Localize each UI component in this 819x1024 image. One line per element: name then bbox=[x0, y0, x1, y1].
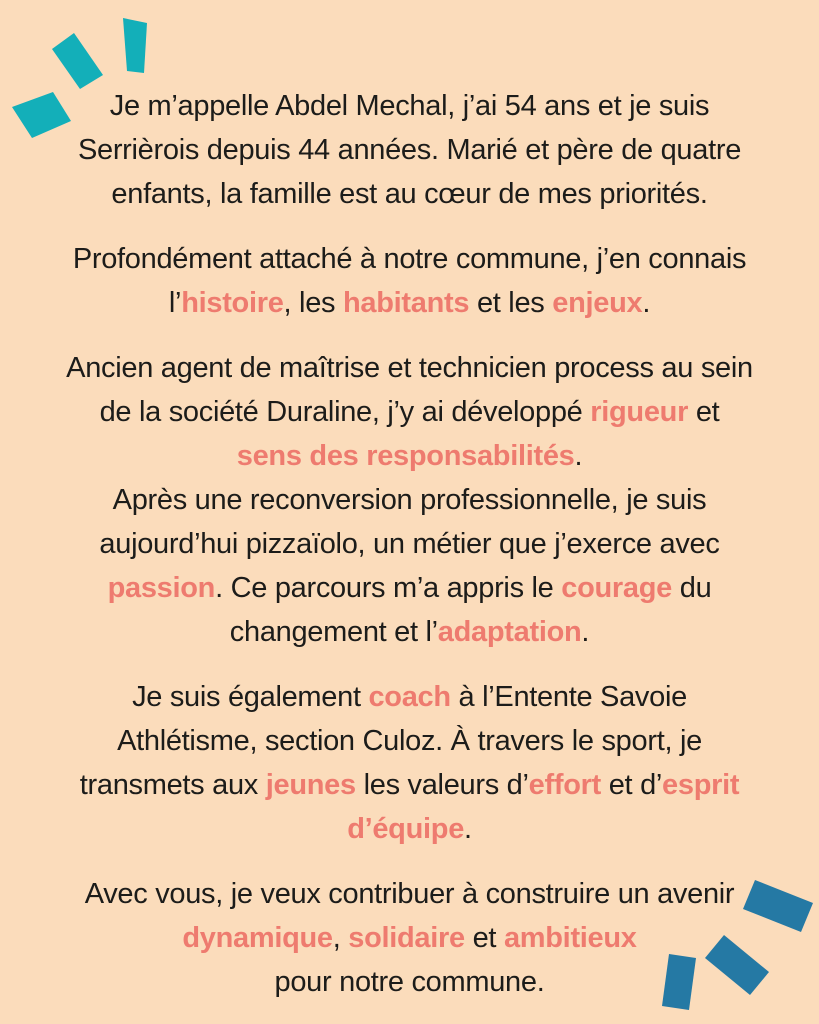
highlighted-word: courage bbox=[561, 572, 672, 604]
text-line bbox=[0, 390, 819, 434]
text-line bbox=[0, 719, 819, 763]
text-segment: , bbox=[332, 922, 349, 954]
text-segment: et bbox=[464, 922, 504, 954]
text-segment: du bbox=[671, 572, 712, 604]
text-line bbox=[0, 675, 819, 719]
text-segment: et les bbox=[469, 287, 553, 319]
text-segment: Ancien agent de maîtrise et technicien process au sein bbox=[66, 352, 753, 384]
text-segment: enfants, la famille est au cœur de mes priorités. bbox=[111, 178, 708, 210]
highlighted-word: passion bbox=[107, 572, 216, 604]
paragraph bbox=[0, 346, 819, 654]
text-segment: à l’Entente Savoie bbox=[450, 681, 687, 713]
text-segment: Serrièrois depuis 44 années. Marié et père de quatre bbox=[77, 134, 742, 166]
highlighted-word: dynamique bbox=[182, 922, 333, 954]
paragraph bbox=[0, 872, 819, 1004]
text-line bbox=[0, 172, 819, 216]
text-segment: et bbox=[688, 396, 720, 428]
text-segment: , les bbox=[283, 287, 343, 319]
text-segment: Athlétisme, section Culoz. À travers le sport, je bbox=[117, 725, 702, 757]
text-line bbox=[0, 807, 819, 851]
text-segment: . bbox=[574, 440, 583, 472]
text-line bbox=[0, 237, 819, 281]
highlighted-word: d’équipe bbox=[347, 813, 465, 845]
bio-text bbox=[0, 84, 819, 1024]
text-line bbox=[0, 478, 819, 522]
highlighted-word: esprit bbox=[662, 769, 740, 801]
highlighted-word: enjeux bbox=[552, 287, 643, 319]
text-line bbox=[0, 128, 819, 172]
text-segment: changement et l’ bbox=[229, 616, 438, 648]
highlighted-word: effort bbox=[528, 769, 601, 801]
text-segment: Après une reconversion professionnelle, je suis bbox=[112, 484, 707, 516]
text-line bbox=[0, 281, 819, 325]
highlighted-word: habitants bbox=[343, 287, 470, 319]
text-line bbox=[0, 960, 819, 1004]
text-line bbox=[0, 346, 819, 390]
highlighted-word: jeunes bbox=[265, 769, 356, 801]
text-segment: Je suis également bbox=[132, 681, 369, 713]
text-segment: les valeurs d’ bbox=[355, 769, 529, 801]
text-line bbox=[0, 872, 819, 916]
text-segment: Avec vous, je veux contribuer à construire un avenir bbox=[84, 878, 735, 910]
text-segment: . bbox=[581, 616, 590, 648]
highlighted-word: coach bbox=[368, 681, 451, 713]
text-line bbox=[0, 916, 819, 960]
text-line bbox=[0, 610, 819, 654]
text-segment: . bbox=[464, 813, 472, 845]
highlighted-word: sens des responsabilités bbox=[236, 440, 575, 472]
paragraph bbox=[0, 675, 819, 851]
text-segment: pour notre commune. bbox=[274, 966, 545, 998]
highlighted-word: solidaire bbox=[348, 922, 465, 954]
text-segment: . bbox=[642, 287, 651, 319]
text-segment: Je m’appelle Abdel Mechal, j’ai 54 ans et je suis bbox=[109, 90, 710, 122]
highlighted-word: histoire bbox=[181, 287, 284, 319]
text-line bbox=[0, 763, 819, 807]
teal-ray-icon bbox=[52, 33, 103, 89]
text-segment: l’ bbox=[168, 287, 182, 319]
highlighted-word: ambitieux bbox=[503, 922, 637, 954]
paragraph bbox=[0, 237, 819, 325]
text-line bbox=[0, 434, 819, 478]
text-line bbox=[0, 566, 819, 610]
text-line bbox=[0, 84, 819, 128]
text-segment: transmets aux bbox=[79, 769, 266, 801]
paragraph bbox=[0, 84, 819, 216]
text-segment: . Ce parcours m’a appris le bbox=[215, 572, 562, 604]
highlighted-word: adaptation bbox=[437, 616, 582, 648]
text-segment: et d’ bbox=[600, 769, 663, 801]
text-segment: aujourd’hui pizzaïolo, un métier que j’exerce avec bbox=[99, 528, 720, 560]
text-segment: Profondément attaché à notre commune, j’en connais bbox=[72, 243, 747, 275]
text-segment: de la société Duraline, j’y ai développé bbox=[99, 396, 591, 428]
text-line bbox=[0, 522, 819, 566]
teal-ray-icon bbox=[123, 18, 147, 73]
highlighted-word: rigueur bbox=[590, 396, 689, 428]
